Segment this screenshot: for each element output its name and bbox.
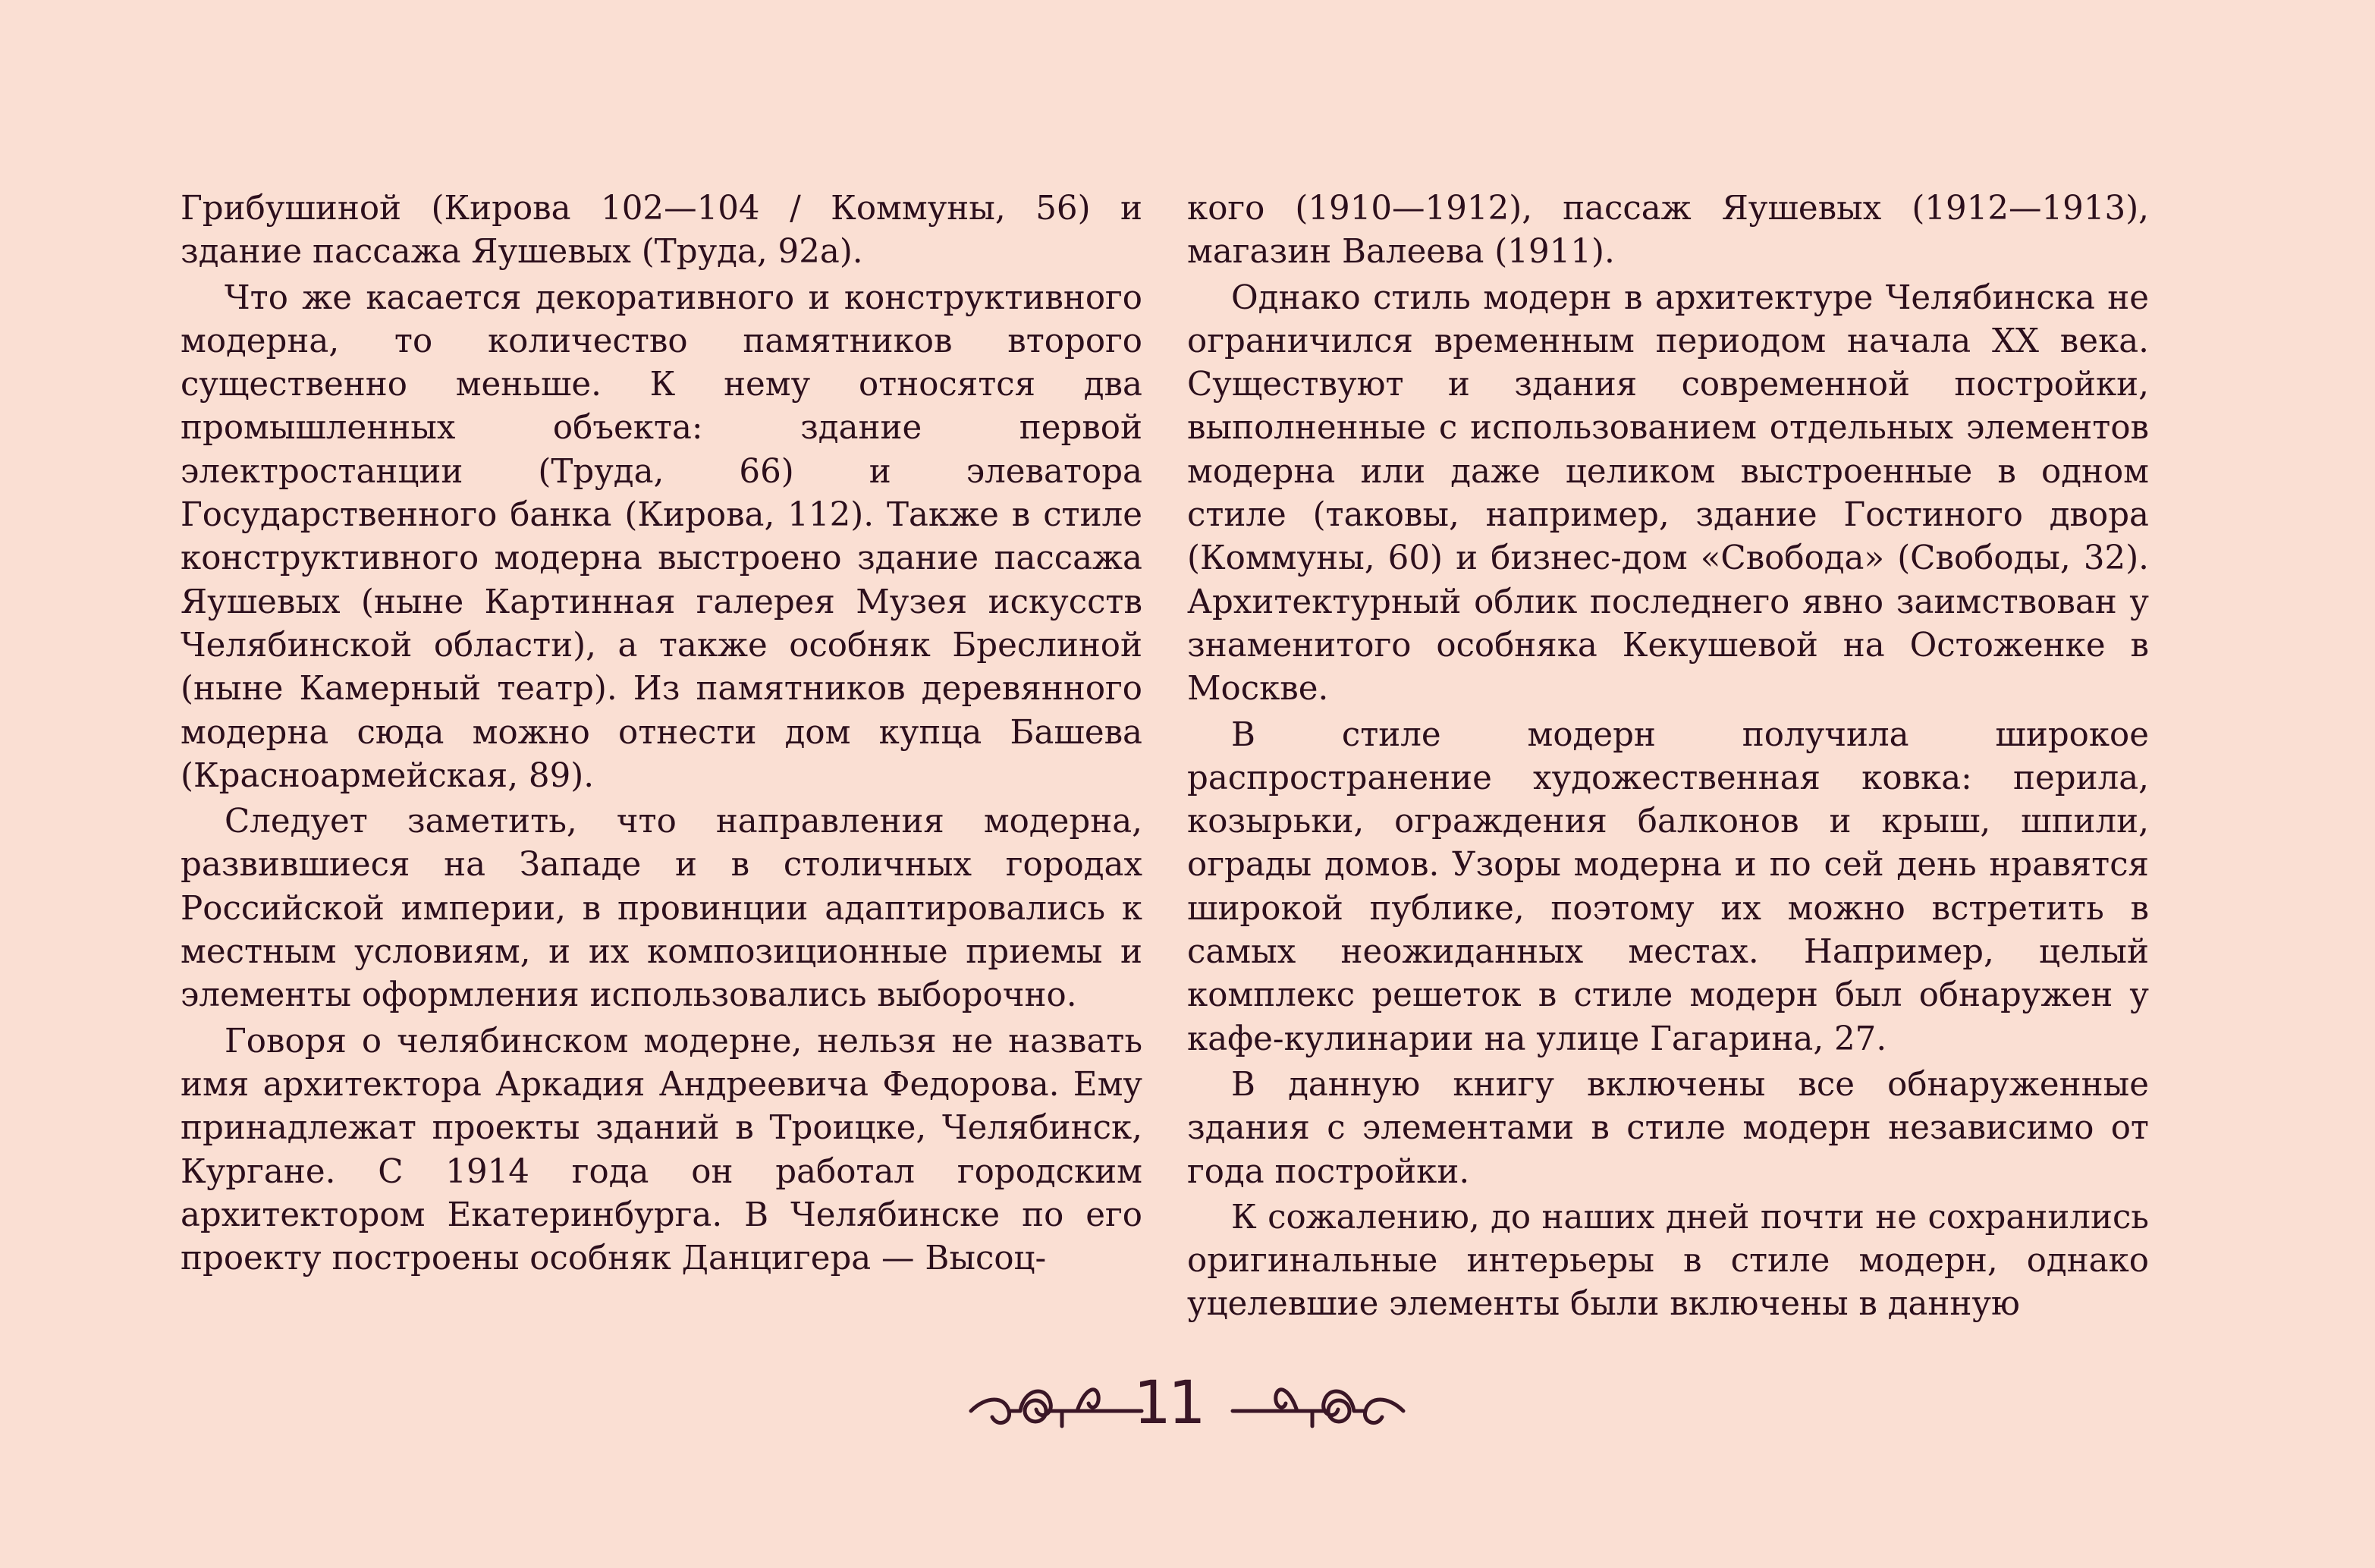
- paragraph: К сожалению, до наших дней почти не сохранились оригинальные интерьеры в стиле модерн, однако уцелевшие элементы были включены в данную: [1187, 1198, 2149, 1324]
- paragraph: Что же касается декоративного и конструктивного модерна, то количество памятников второго существенно меньше. К нему относятся два промышленных объекта: здание первой электростанции (Труда, 66) и элеватора Государственного банка (Кирова, 112). Также в стиле конструктивного модерна выстроено здание пассажа Яушевых (ныне Картинная галерея Музея искусств Челябинской области), а также особняк Бреслиной (ныне Камерный театр). Из памятников деревянного модерна сюда можно отнести дом купца Башева (Красноармейская, 89).: [181, 278, 1142, 795]
- paragraph: Грибушиной (Кирова 102—104 / Коммуны, 56) и здание пассажа Яушевых (Труда, 92а).: [181, 190, 1142, 272]
- paragraph: Говоря о челябинском модерне, нельзя не назвать имя архитектора Аркадия Андреевича Федорова. Ему принадлежат проекты зданий в Троицке, Челябинск, Кургане. С 1914 года он работал городским архитектором Екатеринбурга. В Челябинске по его проекту построены особняк Данцигера — Высоц-: [181, 1022, 1142, 1278]
- page-footer: [0, 1365, 2375, 1441]
- paragraph: В стиле модерн получила широкое распространение художественная ковка: перила, козырьки, ограждения балконов и крыш, шпили, ограды домов. Узоры модерна и по сей день нравятся широкой публике, поэтому их можно встретить в самых неожиданных местах. Например, целый комплекс решеток в стиле модерн был обнаружен у кафе-кулинарии на улице Гагарина, 27.: [1187, 715, 2149, 1058]
- flourish-right-icon: [1229, 1373, 1411, 1434]
- paragraph: Однако стиль модерн в архитектуре Челябинска не ограничился временным периодом начала XX века. Существуют и здания современной постройки, выполненные с использованием отдельных элементов модерна или даже целиком выстроенные в одном стиле (таковы, например, здание Гостиного двора (Коммуны, 60) и бизнес-дом «Свобода» (Свободы, 32). Архитектурный облик последнего явно заимствован у знаменитого особняка Кекушевой на Остоженке в Москве.: [1187, 278, 2149, 709]
- page-number: 11: [1133, 1369, 1203, 1438]
- flourish-left-icon: [963, 1373, 1145, 1434]
- right-column: [1187, 187, 2149, 1327]
- paragraph: В данную книгу включены все обнаруженные здания с элементами в стиле модерн независимо от года постройки.: [1187, 1065, 2149, 1191]
- paragraph: Следует заметить, что направления модерна, развившиеся на Западе и в столичных городах Российской империи, в провинции адаптировались к местным условиям, и их композиционные приемы и элементы оформления использовались выборочно.: [181, 803, 1142, 1015]
- left-column: [181, 187, 1142, 1280]
- paragraph: кого (1910—1912), пассаж Яушевых (1912—1913), магазин Валеева (1911).: [1187, 190, 2149, 272]
